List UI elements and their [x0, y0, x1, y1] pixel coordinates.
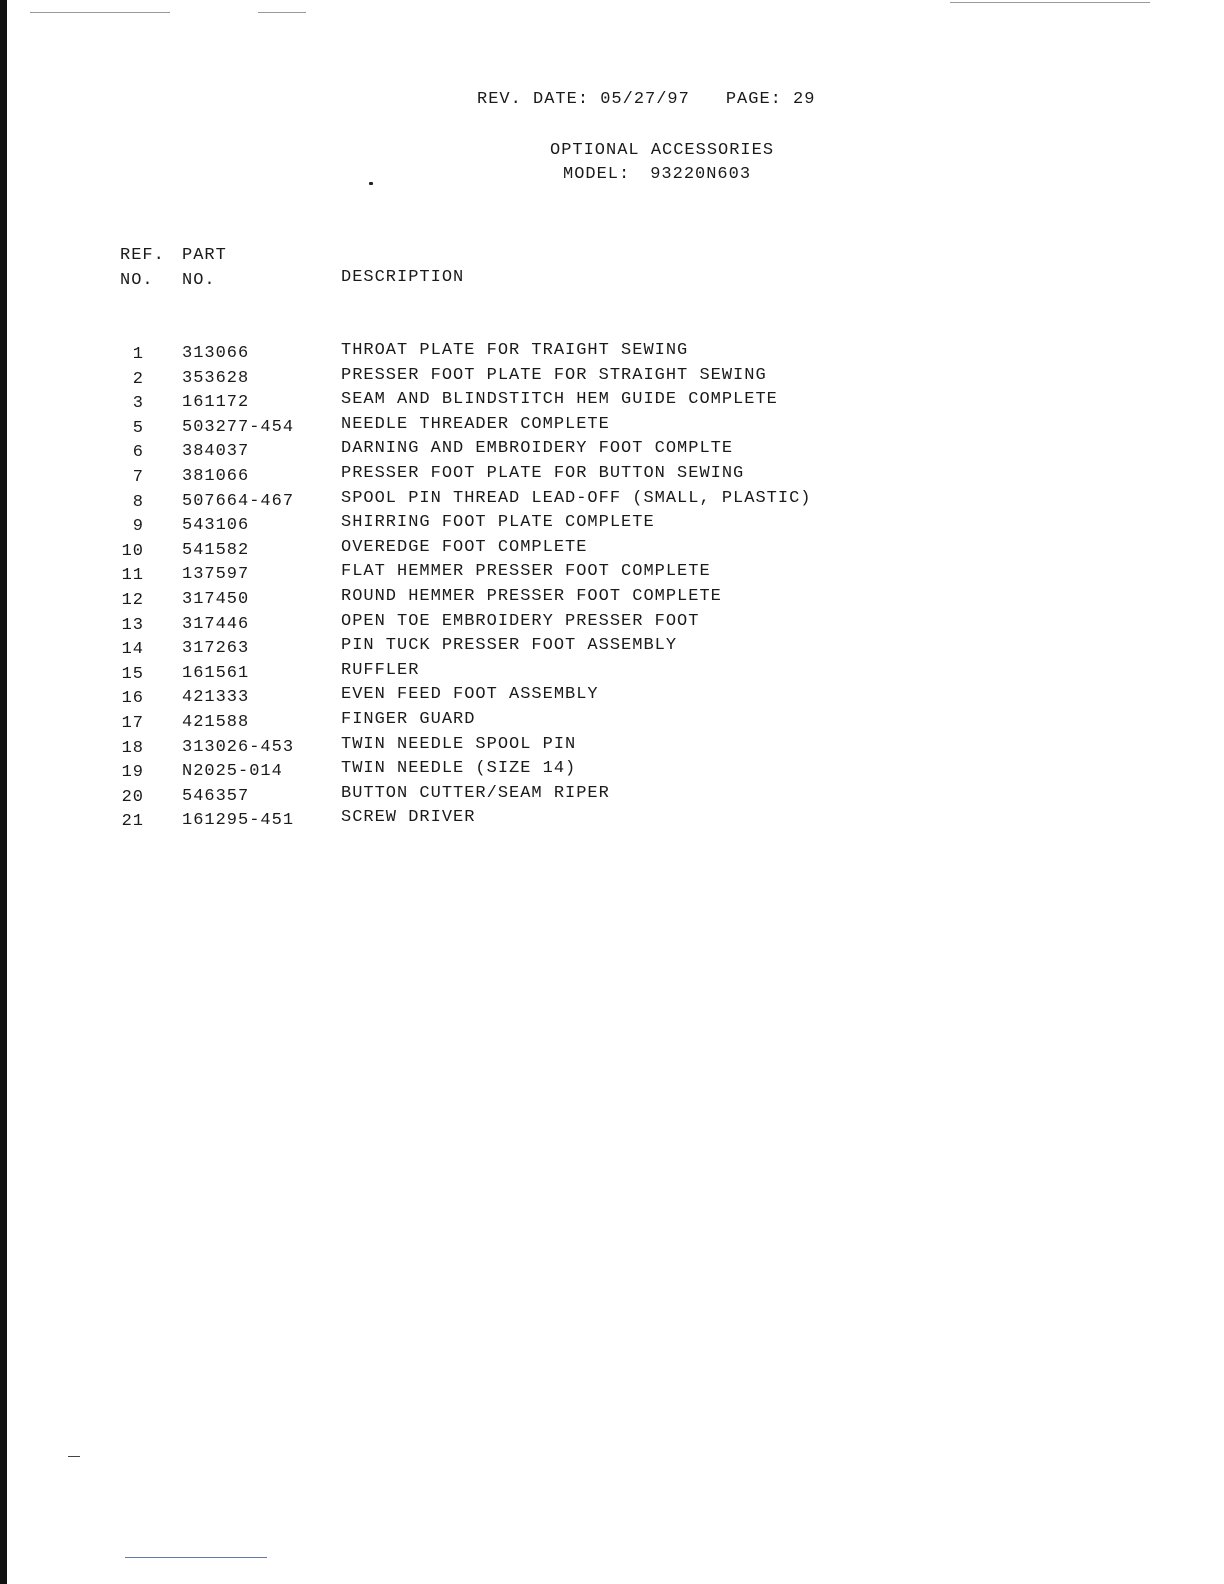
ref-number: 6 [132, 443, 144, 463]
ref-number: 16 [121, 689, 144, 709]
ref-number: 5 [132, 418, 144, 438]
part-description: SCREW DRIVER [341, 808, 476, 828]
part-number: 384037 [182, 442, 250, 462]
model-value: 93220N603 [650, 165, 752, 184]
part-description: SPOOL PIN THREAD LEAD-OFF (SMALL, PLASTIC) [341, 488, 812, 508]
part-description: EVEN FEED FOOT ASSEMBLY [341, 685, 599, 705]
table-row [0, 587, 1224, 612]
part-description: THROAT PLATE FOR TRAIGHT SEWING [341, 341, 689, 360]
ref-number: 13 [121, 615, 144, 635]
part-description: PIN TUCK PRESSER FOOT ASSEMBLY [341, 636, 678, 656]
page-title: OPTIONAL ACCESSORIES [550, 141, 775, 160]
table-row [0, 636, 1224, 661]
table-row [0, 735, 1224, 760]
ref-number: 9 [132, 517, 144, 537]
table-row [0, 562, 1224, 587]
table-row [0, 685, 1224, 710]
parts-list [0, 341, 1224, 833]
part-description: FLAT HEMMER PRESSER FOOT COMPLETE [341, 562, 711, 582]
part-description: NEEDLE THREADER COMPLETE [341, 414, 610, 434]
ref-number: 3 [132, 394, 144, 414]
scan-artifact [258, 12, 306, 13]
ref-number: 11 [121, 566, 144, 586]
table-row [0, 464, 1224, 489]
ref-number: 7 [132, 467, 144, 487]
table-row [0, 513, 1224, 538]
part-description: DARNING AND EMBROIDERY FOOT COMPLTE [341, 439, 734, 459]
model-line [563, 165, 751, 184]
rev-date: REV. DATE: 05/27/97 [477, 90, 690, 109]
part-number: 317263 [182, 639, 250, 659]
ref-number: 18 [121, 738, 144, 758]
revision-line [477, 90, 815, 109]
ref-number: 15 [121, 664, 144, 684]
ref-number: 14 [121, 640, 144, 660]
underline-artifact [125, 1557, 267, 1558]
ref-number: 21 [121, 812, 144, 832]
part-number: 507664-467 [182, 491, 295, 511]
part-number: 161172 [182, 393, 250, 413]
margin-mark [68, 1456, 80, 1457]
column-header-description: DESCRIPTION [341, 268, 465, 287]
part-number: 381066 [182, 466, 250, 486]
part-number: 421333 [182, 688, 250, 708]
ref-number: 20 [121, 787, 144, 807]
table-row [0, 538, 1224, 563]
part-description: RUFFLER [341, 660, 420, 680]
part-number: 317446 [182, 614, 250, 634]
part-description: BUTTON CUTTER/SEAM RIPER [341, 783, 610, 803]
part-number: 353628 [182, 368, 250, 388]
table-row [0, 808, 1224, 833]
ref-number: 2 [132, 369, 144, 389]
table-row [0, 390, 1224, 415]
table-row [0, 710, 1224, 735]
part-number: 161561 [182, 663, 250, 683]
scan-artifact [30, 12, 170, 13]
ref-number: 8 [132, 492, 144, 512]
part-number: 543106 [182, 516, 250, 536]
table-row [0, 489, 1224, 514]
part-number: N2025-014 [182, 762, 283, 782]
ref-number: 1 [132, 345, 144, 364]
part-number: 546357 [182, 786, 250, 806]
part-description: FINGER GUARD [341, 709, 476, 729]
part-description: SHIRRING FOOT PLATE COMPLETE [341, 513, 655, 533]
ref-number: 12 [121, 590, 144, 610]
table-row [0, 661, 1224, 686]
table-row [0, 784, 1224, 809]
part-number: 503277-454 [182, 417, 295, 437]
part-number: 137597 [182, 565, 250, 585]
part-number: 313066 [182, 344, 250, 363]
table-row [0, 612, 1224, 637]
column-header-ref: REF. [120, 246, 165, 265]
part-description: PRESSER FOOT PLATE FOR BUTTON SEWING [341, 463, 745, 483]
table-row [0, 439, 1224, 464]
model-label: MODEL: [563, 165, 631, 184]
part-number: 161295-451 [182, 811, 295, 831]
table-row [0, 366, 1224, 391]
table-row [0, 759, 1224, 784]
part-description: TWIN NEEDLE SPOOL PIN [341, 734, 577, 754]
table-row [0, 415, 1224, 440]
part-description: OVEREDGE FOOT COMPLETE [341, 537, 588, 557]
scan-artifact [950, 2, 1150, 3]
stray-mark [369, 182, 373, 185]
part-description: ROUND HEMMER PRESSER FOOT COMPLETE [341, 586, 722, 606]
ref-number: 10 [121, 541, 144, 561]
ref-number: 17 [121, 713, 144, 733]
ref-number: 19 [121, 763, 144, 783]
part-description: OPEN TOE EMBROIDERY PRESSER FOOT [341, 611, 700, 631]
table-row [0, 341, 1224, 366]
part-number: 313026-453 [182, 737, 295, 757]
page-number: PAGE: 29 [725, 90, 816, 109]
part-number: 317450 [182, 589, 250, 609]
column-header-ref-no: NO. [120, 271, 154, 290]
column-header-part-no: NO. [182, 271, 216, 290]
part-number: 541582 [182, 540, 250, 560]
part-description: PRESSER FOOT PLATE FOR STRAIGHT SEWING [341, 365, 767, 385]
column-header-part: PART [182, 246, 227, 265]
part-description: SEAM AND BLINDSTITCH HEM GUIDE COMPLETE [341, 390, 778, 410]
part-number: 421588 [182, 712, 250, 732]
part-description: TWIN NEEDLE (SIZE 14) [341, 759, 577, 779]
